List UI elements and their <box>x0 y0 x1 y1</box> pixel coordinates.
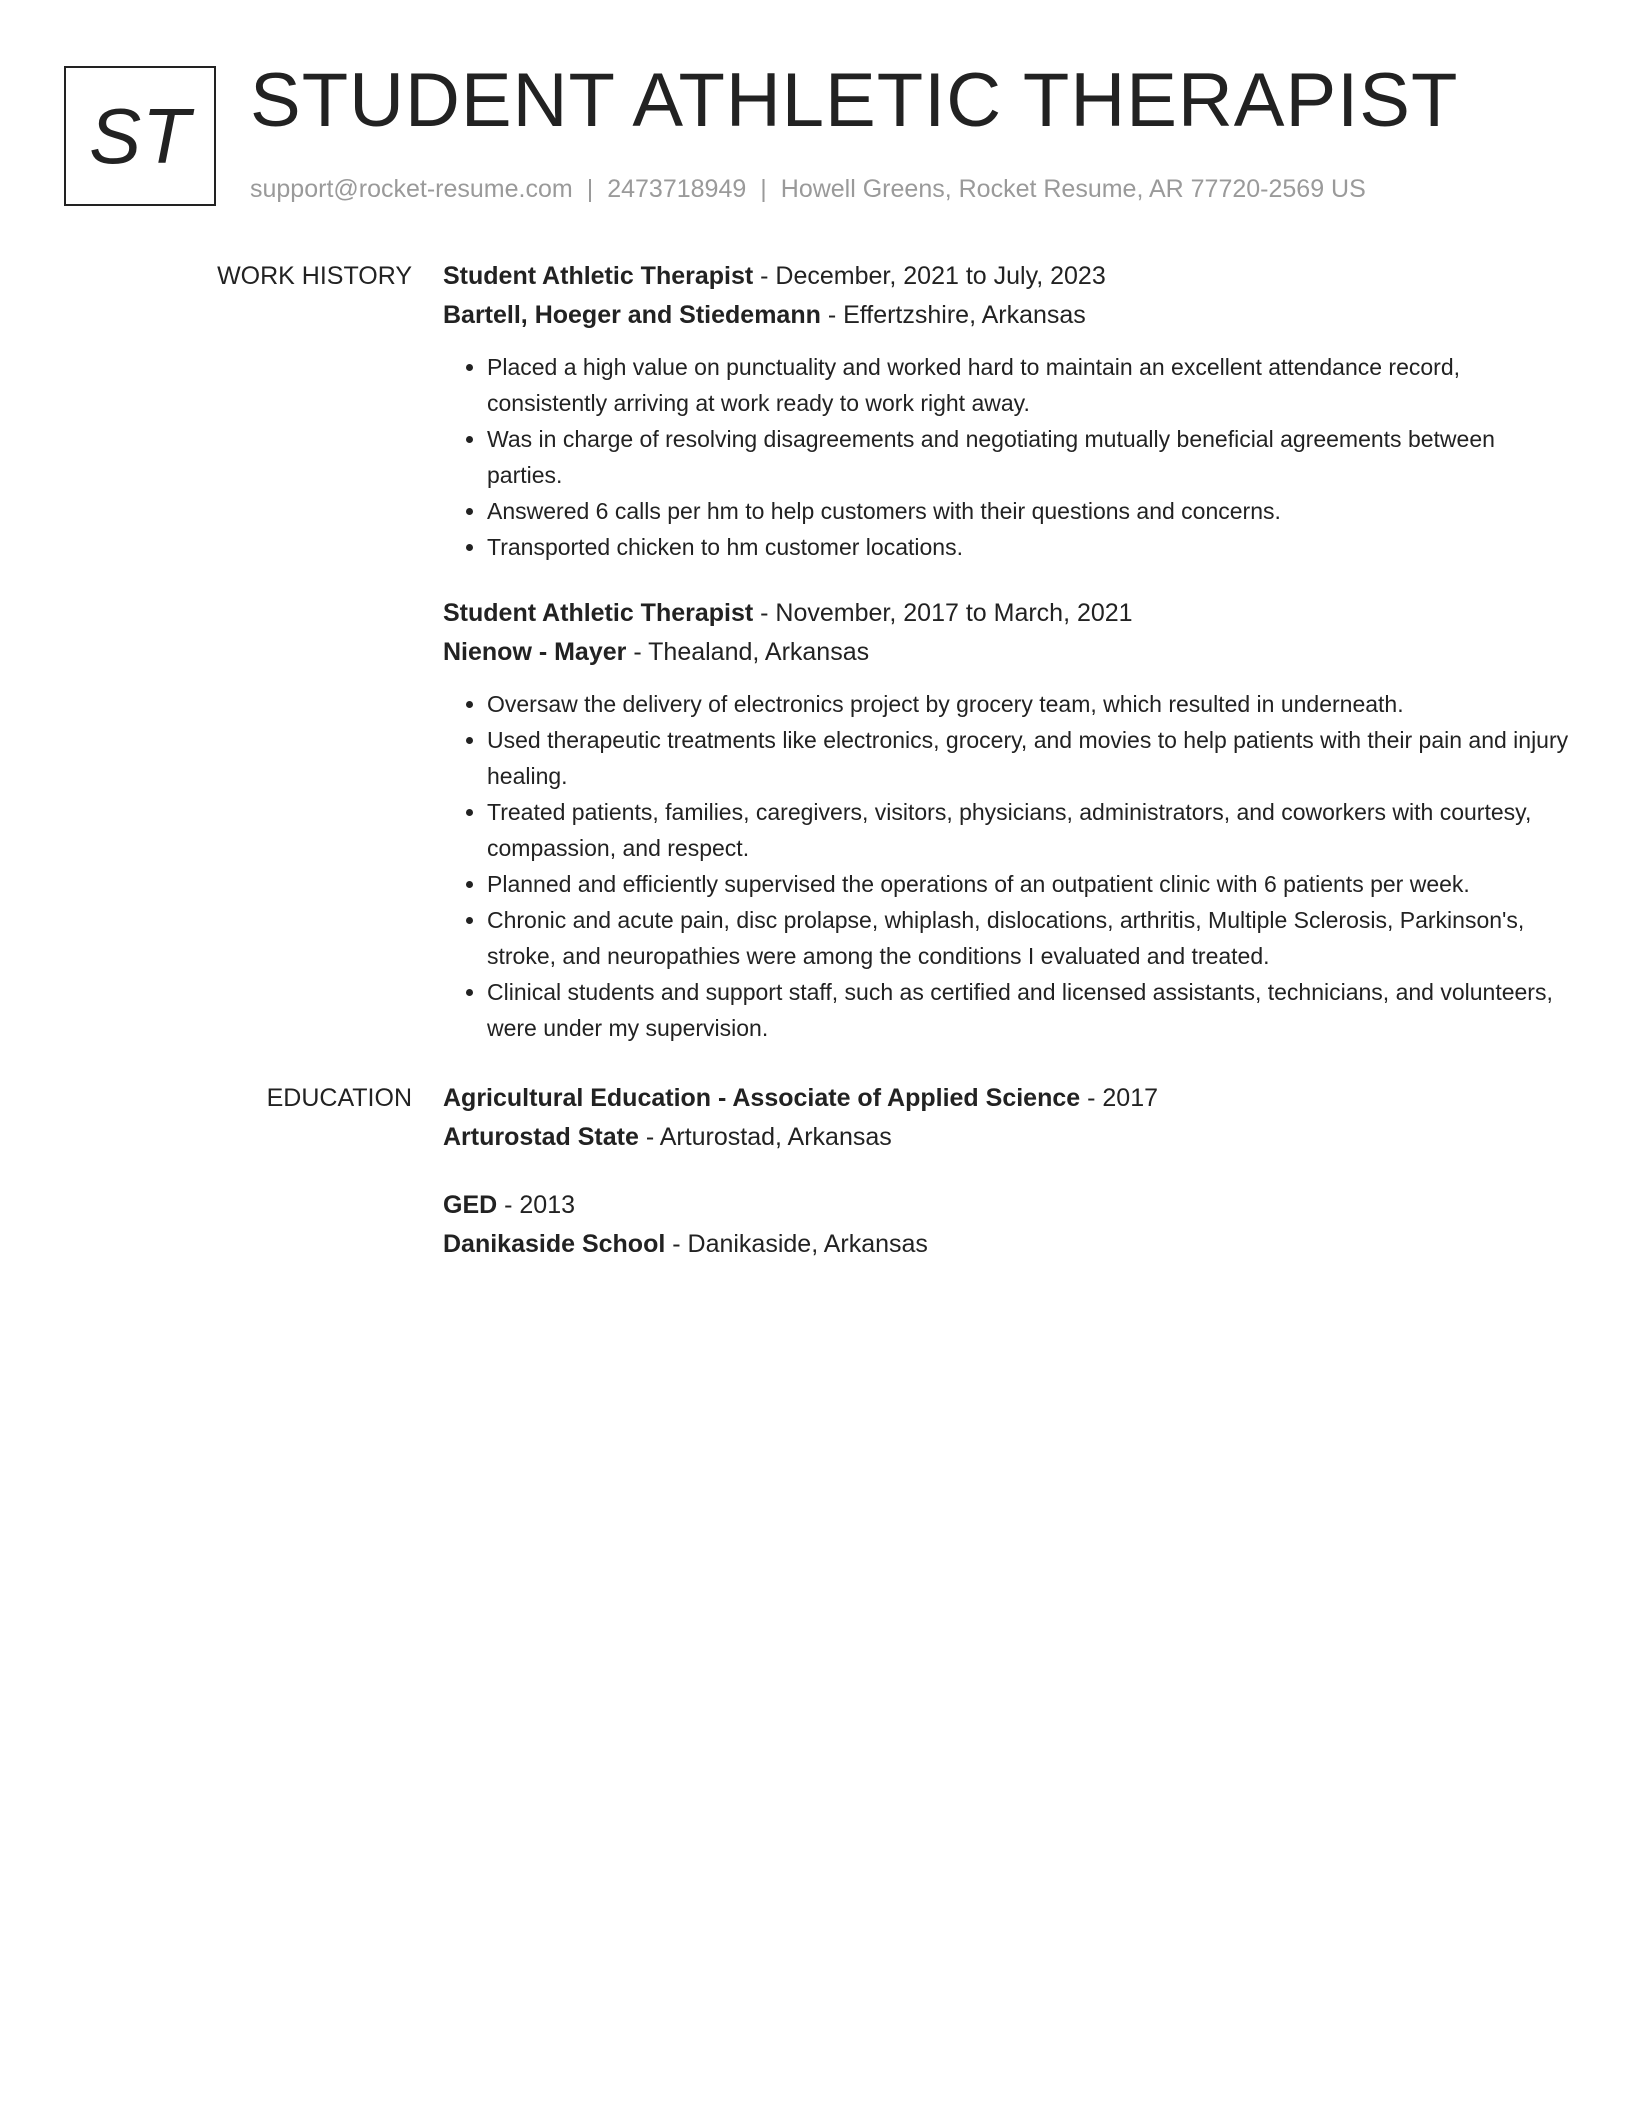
job-title-line <box>443 257 1573 296</box>
job-title: Student Athletic Therapist <box>443 262 754 290</box>
job-company: Nienow - Mayer <box>443 638 627 666</box>
education-entry <box>443 1186 1573 1264</box>
job-title-line <box>443 594 1573 633</box>
job-bullet: • Used therapeutic treatments like electronics, grocery, and movies to help patients with their pain and injury healing. <box>487 722 1573 794</box>
job-bullet: • Chronic and acute pain, disc prolapse, whiplash, dislocations, arthritis, Multiple Sclerosis, Parkinson's, stroke, and neuropathies were among the conditions I evaluated and treated. <box>487 902 1573 974</box>
contact-address: Howell Greens, Rocket Resume, AR 77720-2569 US <box>780 175 1366 203</box>
job-dates: - December, 2021 to July, 2023 <box>753 262 1106 290</box>
degree-line <box>443 1079 1573 1118</box>
degree-line <box>443 1186 1573 1225</box>
section-label-work-history: WORK HISTORY <box>217 262 412 290</box>
degree-year: - 2013 <box>497 1191 576 1219</box>
contact-separator: | <box>760 175 767 203</box>
contact-separator: | <box>586 175 594 203</box>
monogram-text: ST <box>89 91 191 180</box>
job-bullet: • Placed a high value on punctuality and worked hard to maintain an excellent attendance record, consistently arriving at work ready to work right away. <box>487 349 1573 421</box>
education-entry <box>443 1079 1573 1157</box>
job-bullets <box>443 686 1573 1046</box>
section-label-education: EDUCATION <box>266 1084 412 1112</box>
job-bullet: • Clinical students and support staff, such as certified and licensed assistants, technicians, and volunteers, were under my supervision. <box>487 974 1573 1046</box>
job-bullet: • Treated patients, families, caregivers, visitors, physicians, administrators, and coworkers with courtesy, compassion, and respect. <box>487 794 1573 866</box>
job-company-line <box>443 296 1573 335</box>
contact-line <box>250 172 1366 206</box>
job-entry <box>443 257 1573 565</box>
contact-phone: 2473718949 <box>607 175 747 203</box>
work-history-body <box>443 257 1573 1046</box>
job-dates: - November, 2017 to March, 2021 <box>753 599 1133 627</box>
job-bullet: • Transported chicken to hm customer locations. <box>487 529 1573 565</box>
degree-year: - 2017 <box>1080 1084 1159 1112</box>
job-bullet: • Answered 6 calls per hm to help customers with their questions and concerns. <box>487 493 1573 529</box>
monogram-badge <box>64 66 216 206</box>
school-name: Arturostad State <box>443 1123 639 1151</box>
school-line <box>443 1118 1573 1157</box>
job-location: - Thealand, Arkansas <box>626 638 870 666</box>
job-bullet: • Planned and efficiently supervised the operations of an outpatient clinic with 6 patients per week. <box>487 866 1573 902</box>
job-bullet: • Oversaw the delivery of electronics project by grocery team, which resulted in underneath. <box>487 686 1573 722</box>
school-line <box>443 1225 1573 1264</box>
education-body <box>443 1079 1573 1264</box>
school-location: - Arturostad, Arkansas <box>638 1123 892 1151</box>
contact-email: support@rocket-resume.com <box>250 175 573 203</box>
job-location: - Effertzshire, Arkansas <box>820 301 1086 329</box>
school-name: Danikaside School <box>443 1230 666 1258</box>
degree-name: Agricultural Education - Associate of Applied Science <box>443 1084 1081 1112</box>
job-company: Bartell, Hoeger and Stiedemann <box>443 301 821 329</box>
job-title: Student Athletic Therapist <box>443 599 754 627</box>
job-bullet: • Was in charge of resolving disagreements and negotiating mutually beneficial agreements between parties. <box>487 421 1573 493</box>
school-location: - Danikaside, Arkansas <box>665 1230 928 1258</box>
job-bullets <box>443 349 1573 565</box>
job-entry <box>443 594 1573 1046</box>
degree-name: GED <box>443 1191 498 1219</box>
resume-title: STUDENT ATHLETIC THERAPIST <box>250 58 1459 143</box>
job-company-line <box>443 633 1573 672</box>
